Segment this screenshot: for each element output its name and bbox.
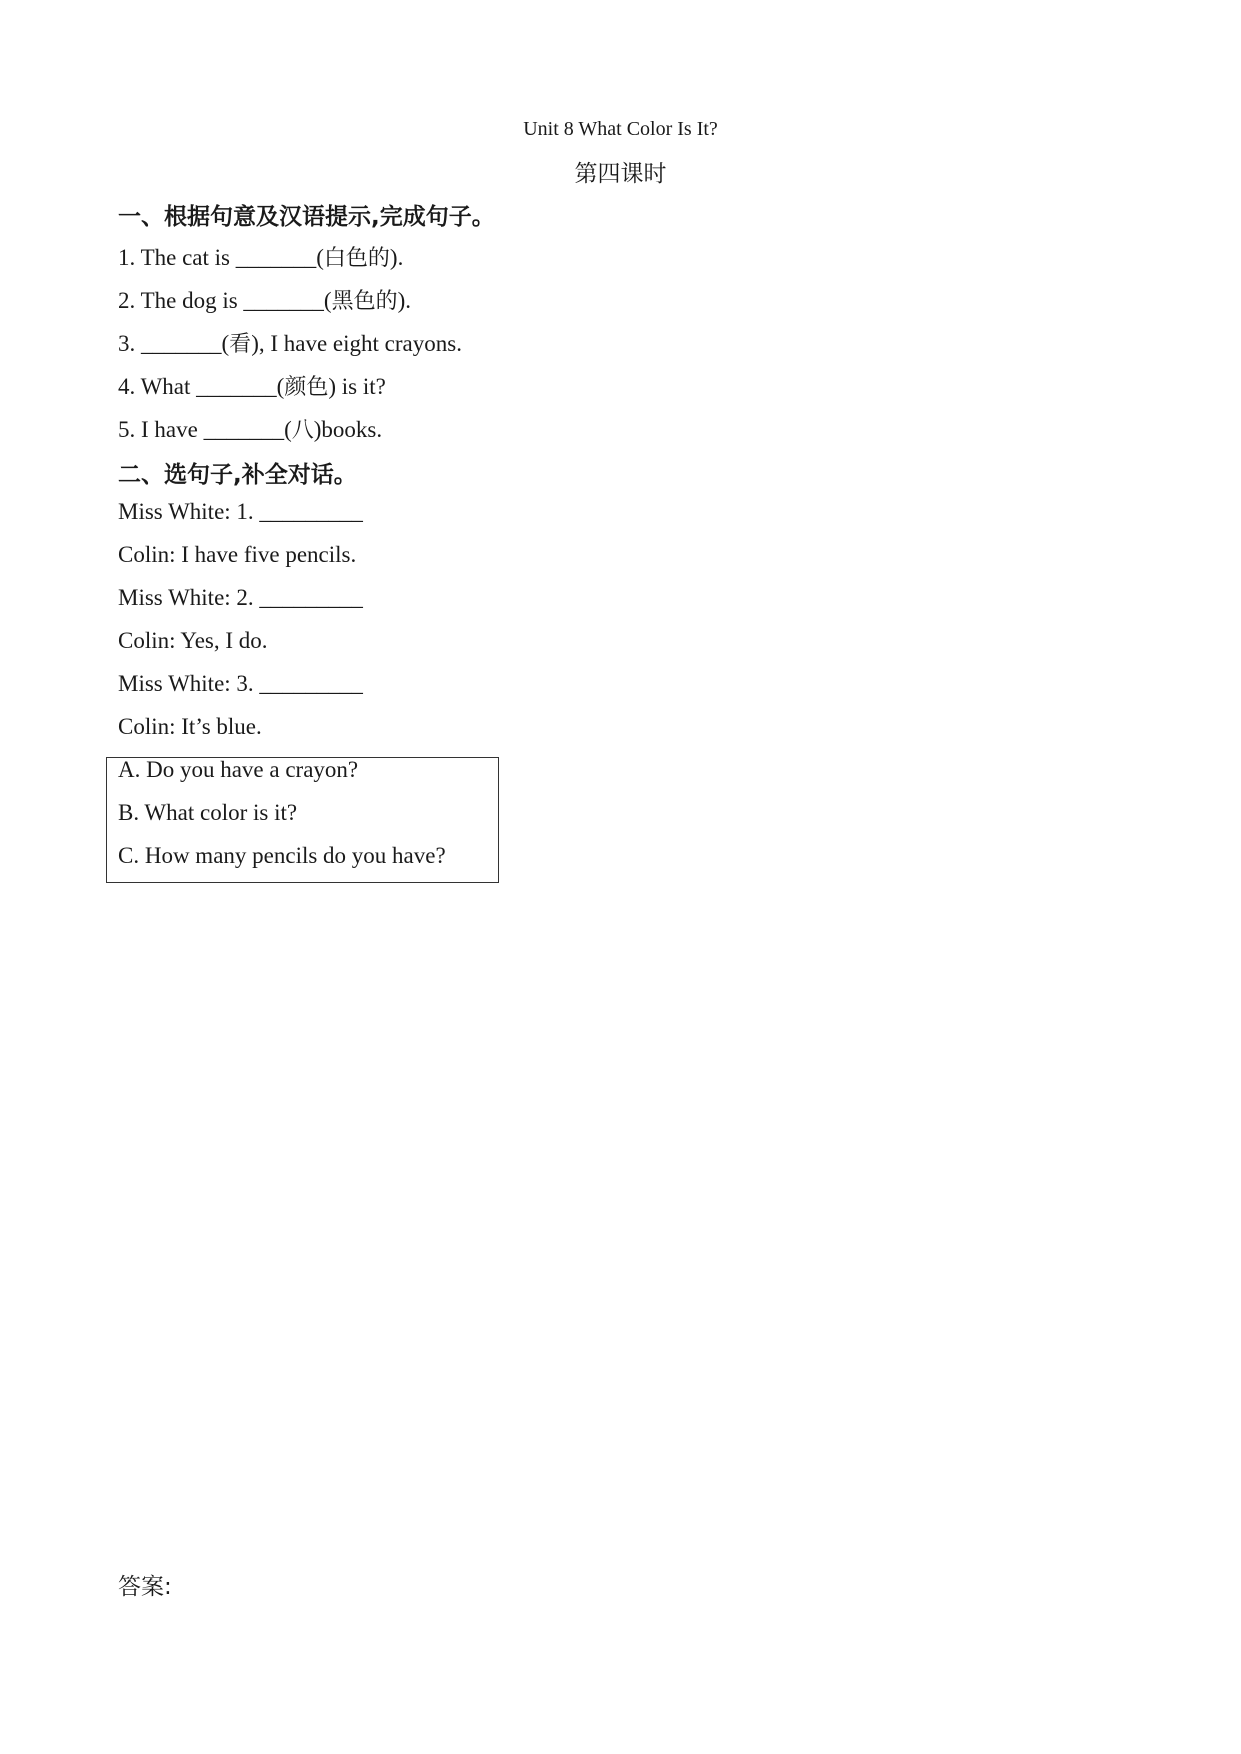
dialogue-line-5: Miss White: 3. _________ — [118, 671, 363, 696]
section2-heading: 二、选句子,补全对话。 — [118, 462, 357, 488]
chinese-hint: 黑色的 — [331, 289, 398, 314]
dialogue-line-4: Colin: Yes, I do. — [118, 628, 268, 653]
dialogue-line-6: Colin: It’s blue. — [118, 714, 262, 739]
exercise-item-1: 1. The cat is _______(白色的). — [118, 245, 404, 271]
option-c: C. How many pencils do you have? — [118, 843, 446, 868]
exercise-item-3: 3. _______(看), I have eight crayons. — [118, 331, 462, 357]
chinese-hint: 看 — [229, 332, 252, 357]
option-b: B. What color is it? — [118, 800, 298, 825]
page-title: Unit 8 What Color Is It? — [523, 118, 718, 140]
dialogue-line-2: Colin: I have five pencils. — [118, 542, 357, 567]
chinese-hint: 八 — [291, 418, 314, 443]
dialogue-line-1: Miss White: 1. _________ — [118, 499, 363, 524]
exercise-item-2: 2. The dog is _______(黑色的). — [118, 288, 412, 314]
lesson-subtitle: 第四课时 — [574, 161, 667, 187]
chinese-hint: 白色的 — [323, 246, 390, 271]
section1-heading: 一、根据句意及汉语提示,完成句子。 — [118, 204, 495, 230]
exercise-item-5: 5. I have _______(八)books. — [118, 417, 383, 443]
chinese-hint: 颜色 — [284, 375, 329, 400]
option-a: A. Do you have a crayon? — [118, 757, 359, 782]
dialogue-line-3: Miss White: 2. _________ — [118, 585, 363, 610]
answer-label: 答案: — [118, 1574, 172, 1600]
exercise-item-4: 4. What _______(颜色) is it? — [118, 374, 386, 400]
